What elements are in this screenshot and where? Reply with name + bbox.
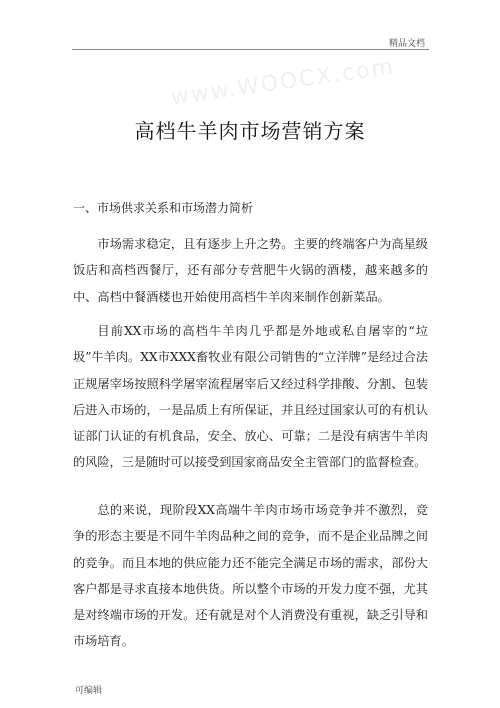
footer-label: 可编辑	[75, 686, 103, 696]
header-divider	[72, 49, 429, 50]
section-heading: 一、市场供求关系和市场潜力简析	[73, 201, 254, 215]
document-title: 高档牛羊肉市场营销方案	[134, 119, 366, 143]
watermark: www.WOOCX.com	[169, 54, 397, 111]
paragraph-2: 目前XX市场的高档牛羊肉几乎都是外地或私自屠宰的“垃圾”牛羊肉。XX市XXX畜牧业有限公司销售的“立洋牌”是经过合法正规屠宰场按照科学屠宰流程屠宰后又经过科学排酸、分割、包装后进入市场的，一是品质上有所保证，并且经过国家认可的有机认证部门认证的有机食品，安全、放心、可靠；二是没有病害牛羊肉的风险，三是随时可以接受到国家商品安全主管部门的监督检查。	[73, 324, 428, 470]
header-label: 精品文档	[388, 39, 425, 49]
paragraph-3: 总的来说，现阶段XX高端牛羊肉市场市场竞争并不激烈，竞争的形态主要是不同牛羊肉品种之间的竞争，而不是企业品牌之间的竞争。而且本地的供应能力还不能完全满足市场的需求，部份大客户都是寻求直接本地供货。所以整个市场的开发力度不强，尤其是对终端市场的开发。还有就是对个人消费没有重视，缺乏引导和市场培育。	[73, 503, 428, 649]
paragraph-1: 市场需求稳定，且有逐步上升之势。主要的终端客户为高星级饭店和高档西餐厅，还有部分专营肥牛火锅的酒楼，越来越多的中、高档中餐酒楼也开始使用高档牛羊肉来制作创新菜品。	[73, 237, 428, 304]
